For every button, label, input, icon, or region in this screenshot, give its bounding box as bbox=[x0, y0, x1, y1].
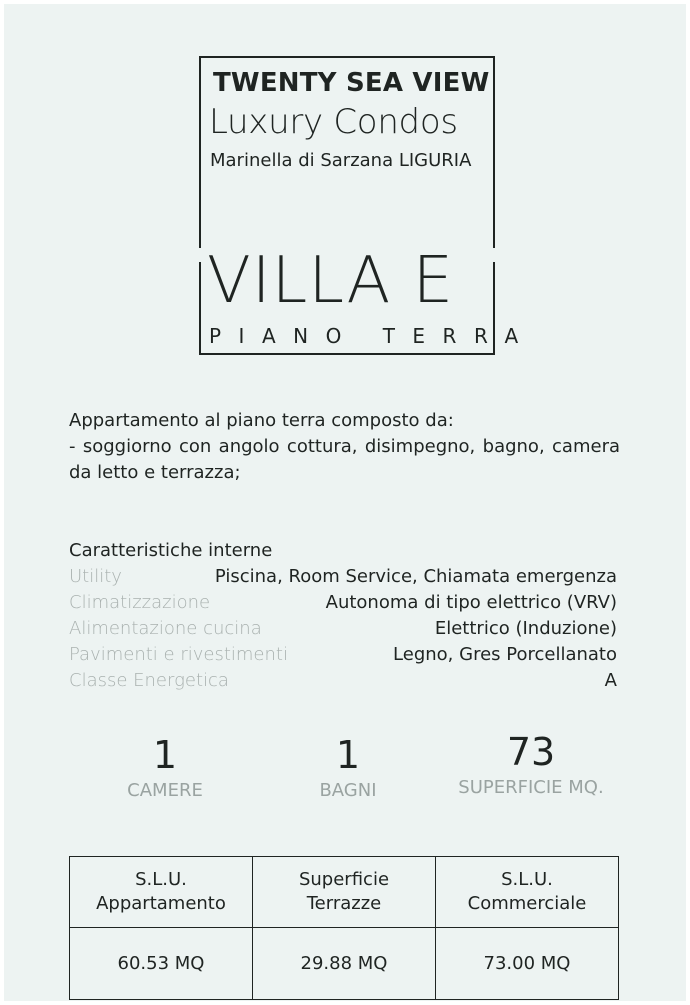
features-title: Caratteristiche interne bbox=[69, 540, 273, 561]
feature-label: Pavimenti e rivestimenti bbox=[69, 644, 288, 665]
stat-label: SUPERFICIE MQ. bbox=[458, 777, 604, 798]
stat-value: 73 bbox=[506, 730, 556, 774]
feature-row bbox=[69, 564, 617, 590]
feature-label: Climatizzazione bbox=[69, 592, 211, 613]
feature-label: Alimentazione cucina bbox=[69, 618, 262, 639]
table-cell: 29.88 MQ bbox=[253, 928, 436, 1000]
feature-row bbox=[69, 642, 617, 668]
description-rooms: - soggiorno con angolo cottura, disimpegno, bagno, camera da letto e terrazza; bbox=[69, 436, 620, 483]
brand-subtitle: Luxury Condos bbox=[209, 102, 458, 142]
table-header-cell: Superficie Terrazze bbox=[253, 857, 436, 928]
feature-label: Utility bbox=[69, 566, 122, 587]
table-row bbox=[70, 928, 619, 1000]
table-cell: 73.00 MQ bbox=[436, 928, 619, 1000]
stat-surface bbox=[436, 731, 626, 798]
brand-name: TWENTY SEA VIEW bbox=[213, 68, 490, 98]
stat-value: 1 bbox=[335, 733, 361, 777]
feature-value: A bbox=[604, 670, 617, 691]
floor-label: PIANO TERRA bbox=[209, 324, 536, 348]
stat-label: BAGNI bbox=[319, 780, 377, 801]
logo-border-gap-left bbox=[198, 248, 204, 262]
unit-title: VILLA E bbox=[207, 244, 454, 318]
stat-label: CAMERE bbox=[127, 780, 203, 801]
feature-row bbox=[69, 668, 617, 694]
feature-value: Legno, Gres Porcellanato bbox=[393, 644, 617, 665]
table-cell: 60.53 MQ bbox=[70, 928, 253, 1000]
logo-border-gap-right bbox=[490, 248, 496, 262]
feature-row bbox=[69, 590, 617, 616]
feature-label: Classe Energetica bbox=[69, 670, 229, 691]
brand-location: Marinella di Sarzana LIGURIA bbox=[210, 150, 472, 171]
stat-bedrooms bbox=[105, 734, 225, 801]
stat-value: 1 bbox=[152, 733, 178, 777]
feature-row bbox=[69, 616, 617, 642]
feature-value: Autonoma di tipo elettrico (VRV) bbox=[325, 592, 617, 613]
table-header-cell: S.L.U. Appartamento bbox=[70, 857, 253, 928]
areas-table bbox=[69, 856, 619, 1000]
description-intro: Appartamento al piano terra composto da: bbox=[69, 410, 454, 431]
logo-box bbox=[199, 56, 536, 355]
table-header-row bbox=[70, 857, 619, 928]
table-header-cell: S.L.U. Commerciale bbox=[436, 857, 619, 928]
stat-bathrooms bbox=[288, 734, 408, 801]
feature-value: Piscina, Room Service, Chiamata emergenza bbox=[214, 566, 617, 587]
features-list bbox=[69, 538, 617, 694]
description bbox=[69, 408, 620, 486]
feature-value: Elettrico (Induzione) bbox=[434, 618, 617, 639]
